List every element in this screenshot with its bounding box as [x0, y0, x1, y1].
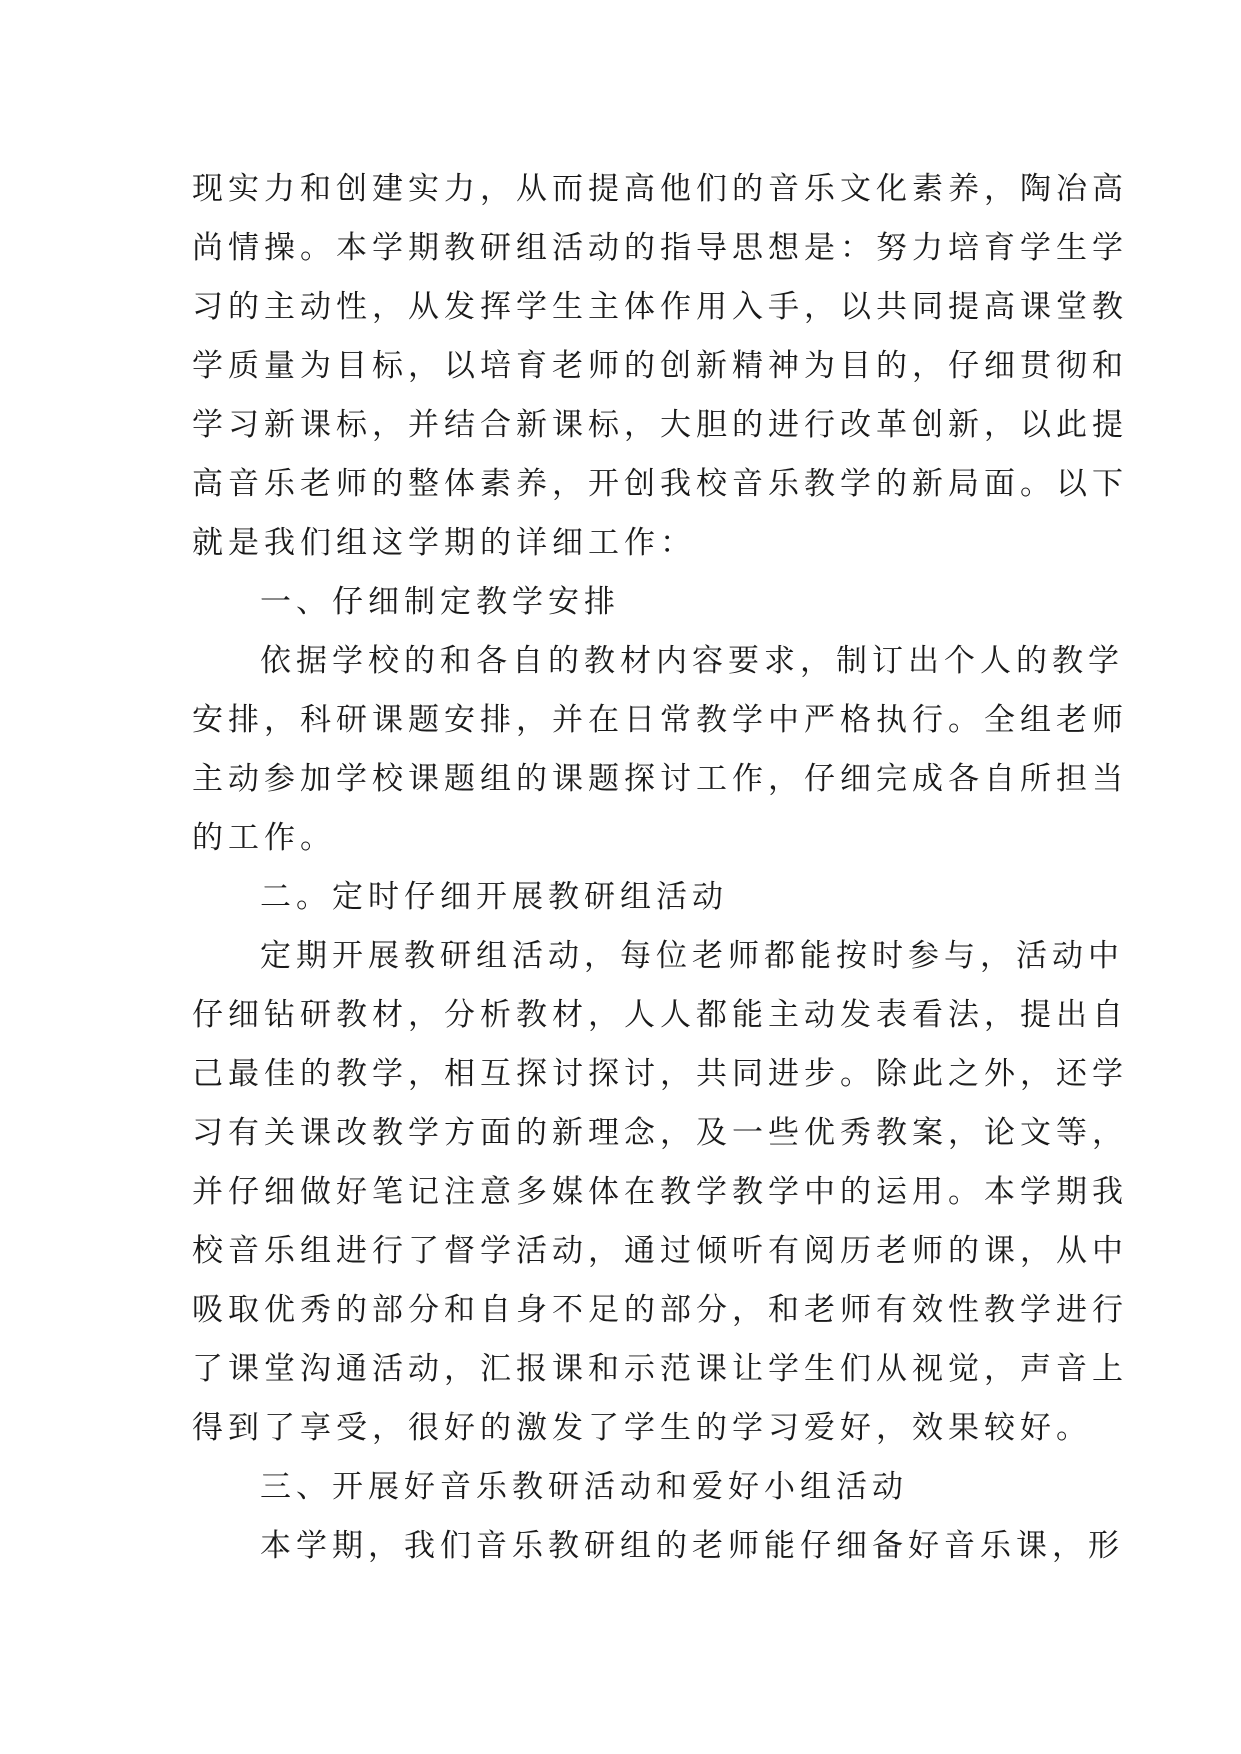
text-line: 定期开展教研组活动，每位老师都能按时参与，活动中	[260, 938, 1124, 974]
text-line: 仔细钻研教材，分析教材，人人都能主动发表看法，提出自	[192, 997, 1128, 1033]
text-line: 吸取优秀的部分和自身不足的部分，和老师有效性教学进行	[192, 1292, 1128, 1328]
text-line: 就是我们组这学期的详细工作：	[192, 525, 696, 561]
text-line: 己最佳的教学，相互探讨探讨，共同进步。除此之外，还学	[192, 1056, 1128, 1092]
text-line: 主动参加学校课题组的课题探讨工作，仔细完成各自所担当	[192, 761, 1128, 797]
text-line: 校音乐组进行了督学活动，通过倾听有阅历老师的课，从中	[192, 1233, 1128, 1269]
text-line: 了课堂沟通活动，汇报课和示范课让学生们从视觉，声音上	[192, 1351, 1128, 1387]
text-line: 高音乐老师的整体素养，开创我校音乐教学的新局面。以下	[192, 466, 1128, 502]
text-line: 习的主动性，从发挥学生主体作用入手，以共同提高课堂教	[192, 289, 1128, 325]
text-line: 的工作。	[192, 820, 336, 856]
text-line: 依据学校的和各自的教材内容要求，制订出个人的教学	[260, 643, 1124, 679]
text-line: 本学期，我们音乐教研组的老师能仔细备好音乐课，形	[260, 1528, 1124, 1564]
text-line: 安排，科研课题安排，并在日常教学中严格执行。全组老师	[192, 702, 1128, 738]
text-line: 二。定时仔细开展教研组活动	[260, 879, 728, 915]
text-line: 并仔细做好笔记注意多媒体在教学教学中的运用。本学期我	[192, 1174, 1128, 1210]
document-body	[192, 160, 1128, 1576]
text-line: 三、开展好音乐教研活动和爱好小组活动	[260, 1469, 908, 1505]
text-line: 尚情操。本学期教研组活动的指导思想是：努力培育学生学	[192, 230, 1128, 266]
text-line: 学质量为目标，以培育老师的创新精神为目的，仔细贯彻和	[192, 348, 1128, 384]
text-line: 学习新课标，并结合新课标，大胆的进行改革创新，以此提	[192, 407, 1128, 443]
text-line: 现实力和创建实力，从而提高他们的音乐文化素养，陶冶高	[192, 171, 1128, 207]
text-line: 一、仔细制定教学安排	[260, 584, 620, 620]
text-line: 得到了享受，很好的激发了学生的学习爱好，效果较好。	[192, 1410, 1092, 1446]
text-line: 习有关课改教学方面的新理念，及一些优秀教案，论文等，	[192, 1115, 1128, 1151]
